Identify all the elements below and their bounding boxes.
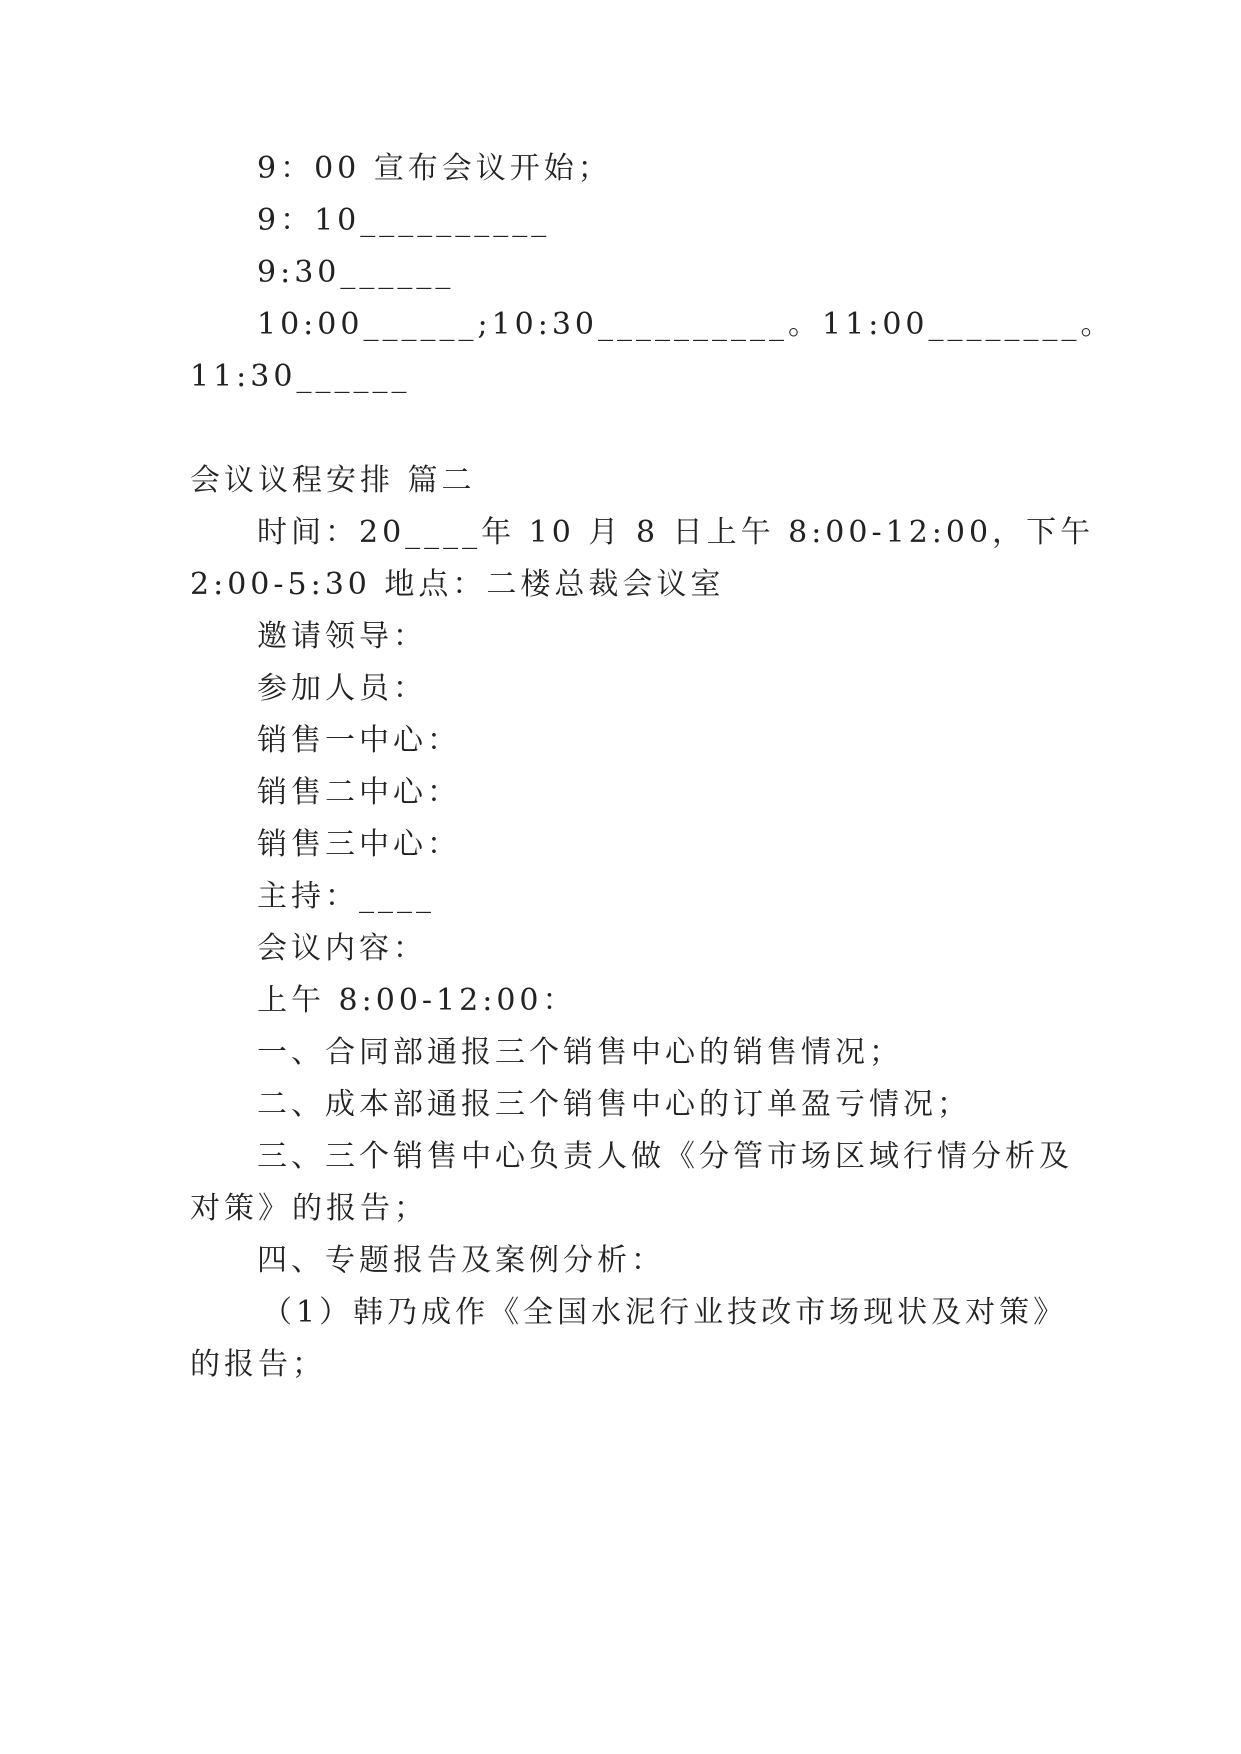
section-heading: 会议议程安排 篇二 bbox=[190, 463, 476, 498]
time-line-2: 2:00-5:30 地点：二楼总裁会议室 bbox=[190, 567, 725, 602]
agenda-item-1: 一、合同部通报三个销售中心的销售情况； bbox=[257, 1035, 903, 1070]
host: 主持：____ bbox=[257, 879, 435, 914]
attendees: 参加人员： bbox=[257, 671, 427, 706]
agenda-line-0910: 9：10__________ bbox=[257, 203, 551, 238]
sales-center-1: 销售一中心： bbox=[257, 723, 461, 758]
agenda-line-0900: 9：00 宣布会议开始； bbox=[257, 151, 612, 186]
agenda-line-0930: 9:30______ bbox=[257, 255, 455, 290]
time-text: 时间：20____年 10 月 8 日上午 8:00-12:00，下午 bbox=[257, 515, 1095, 550]
agenda-item-3-line-2: 对策》的报告； bbox=[190, 1191, 428, 1226]
agenda-item-3-text: 三、三个销售中心负责人做《分管市场区域行情分析及 bbox=[257, 1139, 1073, 1174]
agenda-item-3-line-1 bbox=[257, 1137, 1073, 1177]
agenda-item-4-1-line-1 bbox=[262, 1293, 1068, 1333]
agenda-item-4: 四、专题报告及案例分析： bbox=[257, 1243, 665, 1278]
invited-leaders: 邀请领导： bbox=[257, 619, 427, 654]
sales-center-3: 销售三中心： bbox=[257, 827, 461, 862]
agenda-item-4-1-text: （1）韩乃成作《全国水泥行业技改市场现状及对策》 bbox=[262, 1295, 1068, 1330]
meeting-content: 会议内容： bbox=[257, 931, 427, 966]
agenda-segment-1100: 11:00________ bbox=[822, 307, 1081, 342]
agenda-segment-period-1: 。 bbox=[788, 307, 823, 342]
agenda-item-2: 二、成本部通报三个销售中心的订单盈亏情况； bbox=[257, 1087, 971, 1122]
time-line-1 bbox=[257, 513, 1095, 553]
agenda-item-4-1-line-2: 的报告； bbox=[190, 1347, 326, 1382]
agenda-line-1130: 11:30______ bbox=[190, 359, 411, 394]
agenda-line-1000-1100 bbox=[257, 305, 1115, 345]
agenda-segment-period-2: 。 bbox=[1080, 307, 1115, 342]
agenda-segment-1000-1030: 10:00______;10:30__________ bbox=[257, 307, 789, 342]
sales-center-2: 销售二中心： bbox=[257, 775, 461, 810]
morning-session: 上午 8:00-12:00： bbox=[257, 983, 577, 1018]
